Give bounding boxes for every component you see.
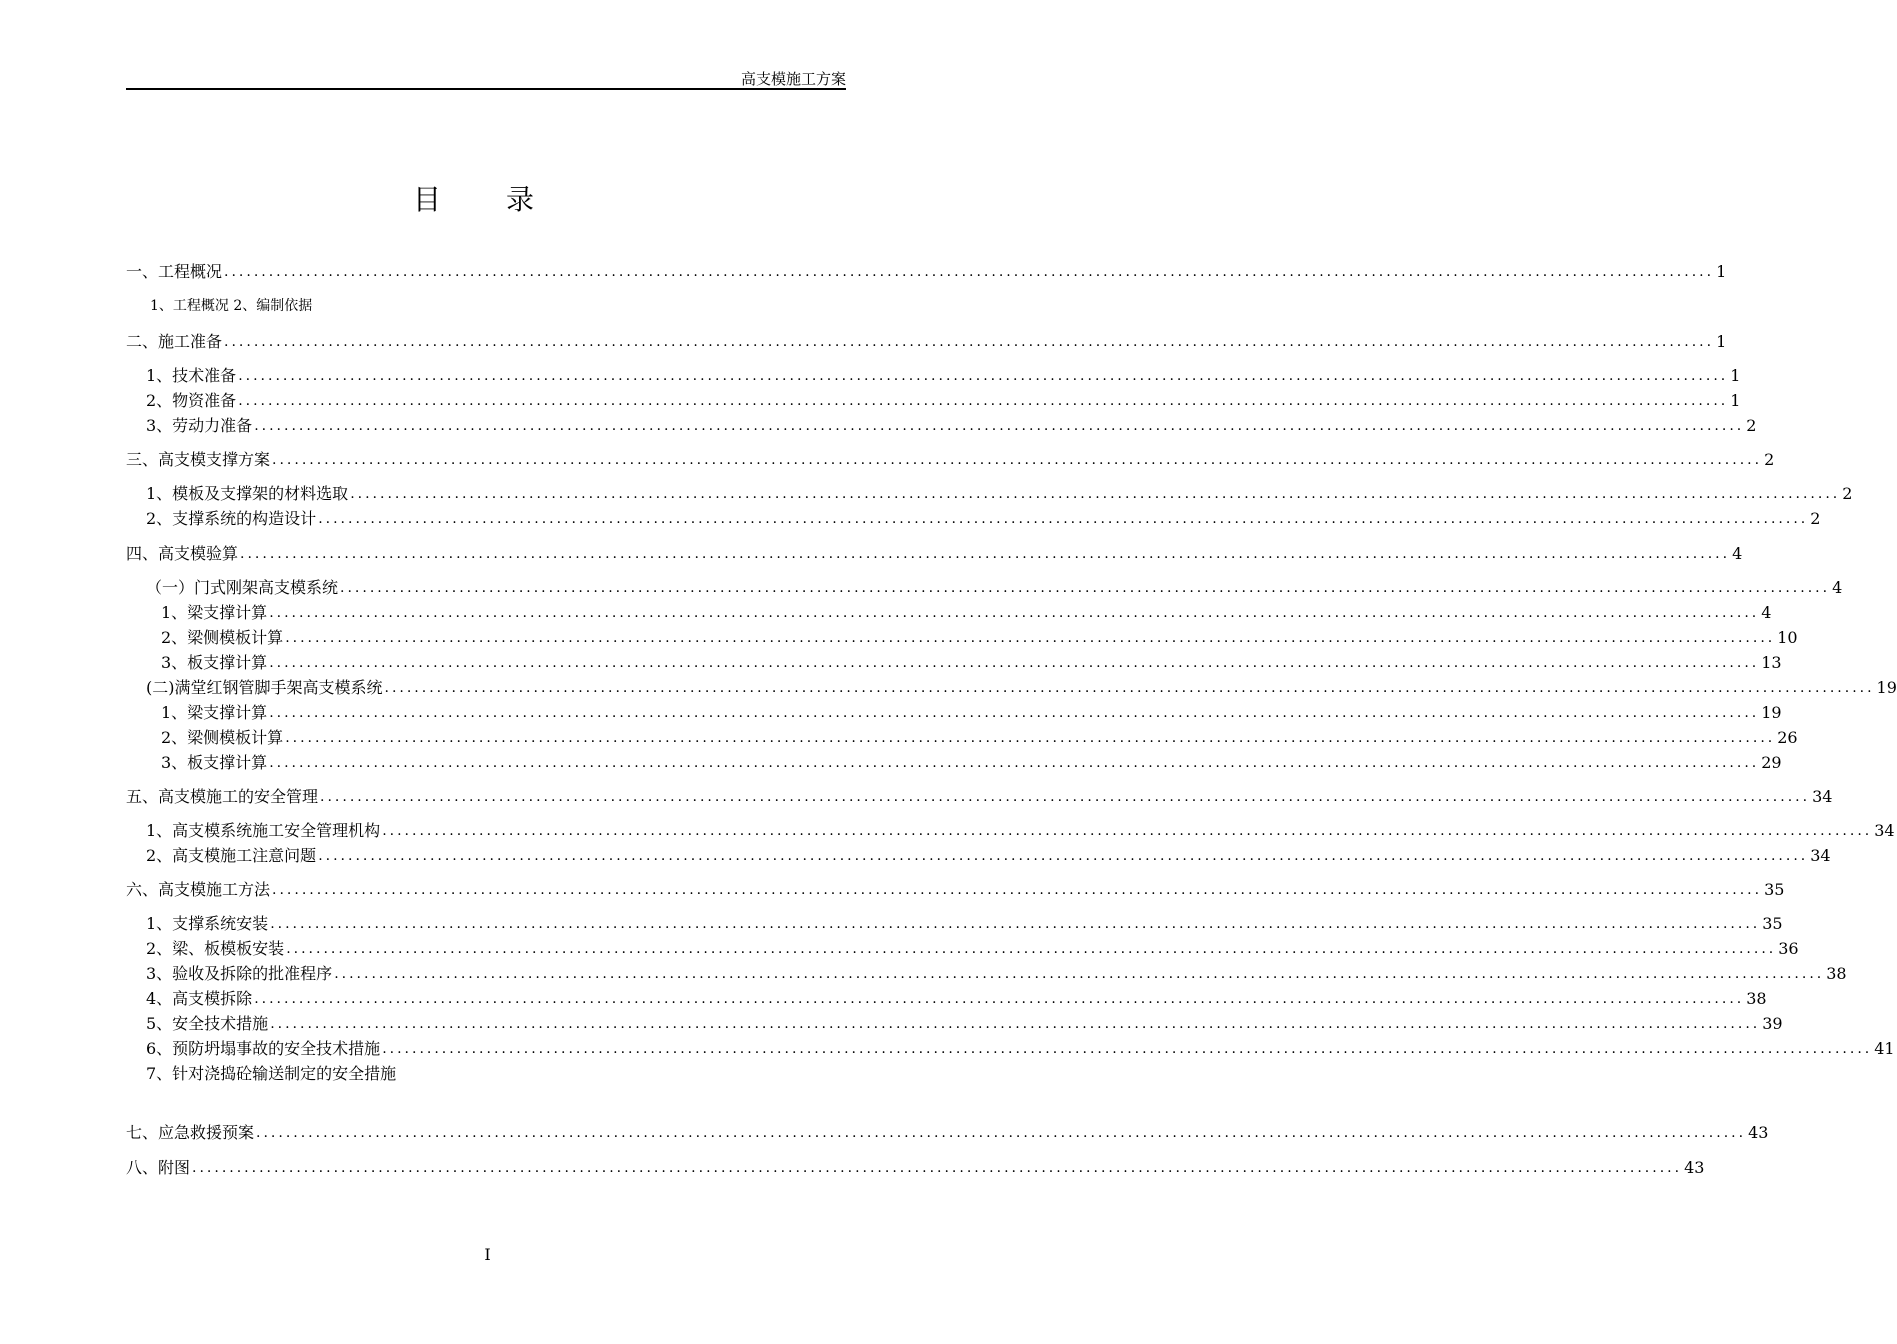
toc-page: 19	[1761, 703, 1782, 722]
toc-entry-7[interactable]	[146, 483, 1853, 505]
toc-page: 36	[1778, 939, 1799, 958]
toc-label: 2、梁侧模板计算	[161, 628, 284, 647]
toc-leader: ........................................................................................................................................................................................................	[318, 511, 1809, 527]
toc-leader: ........................................................................................................................................................................................................	[272, 882, 1763, 898]
page-title: 目 录	[413, 183, 562, 216]
toc-leader: ........................................................................................................................................................................................................	[238, 393, 1729, 409]
toc-label: 八、附图	[126, 1158, 191, 1177]
toc-page: 2	[1746, 416, 1757, 435]
toc-entry-23[interactable]	[146, 938, 1799, 960]
toc-leader: ........................................................................................................................................................................................................	[192, 1160, 1683, 1176]
toc-entry-8[interactable]	[146, 508, 1821, 530]
toc-leader: ........................................................................................................................................................................................................	[238, 368, 1729, 384]
toc-entry-10[interactable]	[146, 577, 1843, 599]
toc-page: 34	[1874, 821, 1895, 840]
toc-page: 38	[1746, 989, 1767, 1008]
toc-entry-16[interactable]	[161, 727, 1798, 749]
toc-entry-9[interactable]	[126, 543, 1743, 565]
toc-label: 2、物资准备	[146, 391, 237, 410]
toc-leader: ........................................................................................................................................................................................................	[382, 1041, 1873, 1057]
toc-entry-11[interactable]	[161, 602, 1772, 624]
toc-label: 2、梁侧模板计算	[161, 728, 284, 747]
header-rule	[126, 88, 846, 90]
toc-entry-5[interactable]	[146, 415, 1757, 437]
toc-label: 三、高支模支撑方案	[126, 450, 271, 469]
toc-label: 3、板支撑计算	[161, 753, 268, 772]
toc-label: 2、支撑系统的构造设计	[146, 509, 317, 528]
toc-entry-17[interactable]	[161, 752, 1782, 774]
toc-page: 41	[1874, 1039, 1895, 1058]
toc-page: 4	[1832, 578, 1843, 597]
toc-label: 4、高支模拆除	[146, 989, 253, 1008]
toc-leader: ........................................................................................................................................................................................................	[318, 848, 1809, 864]
toc-leader: ........................................................................................................................................................................................................	[285, 730, 1776, 746]
toc-entry-20[interactable]	[146, 845, 1831, 867]
toc-leader: ........................................................................................................................................................................................................	[224, 264, 1715, 280]
toc-page: 39	[1762, 1014, 1783, 1033]
toc-leader: ........................................................................................................................................................................................................	[384, 680, 1875, 696]
toc-leader: ........................................................................................................................................................................................................	[269, 755, 1760, 771]
toc-label: 3、验收及拆除的批准程序	[146, 964, 333, 983]
toc-entry-21[interactable]	[126, 879, 1785, 901]
toc-page: 2	[1842, 484, 1853, 503]
toc-page: 38	[1826, 964, 1847, 983]
footer-page-number: I	[484, 1245, 491, 1264]
toc-label: 1、梁支撑计算	[161, 703, 268, 722]
toc-leader: ........................................................................................................................................................................................................	[272, 452, 1763, 468]
toc-entry-4[interactable]	[146, 390, 1741, 412]
toc-label: 四、高支模验算	[126, 544, 239, 563]
toc-page: 43	[1684, 1158, 1705, 1177]
toc-leader: ........................................................................................................................................................................................................	[240, 546, 1731, 562]
toc-page: 35	[1762, 914, 1783, 933]
toc-page: 4	[1732, 544, 1743, 563]
toc-page: 34	[1812, 787, 1833, 806]
toc-entry-29[interactable]	[126, 1122, 1769, 1144]
toc-entry-28[interactable]: 7、针对浇捣砼输送制定的安全措施	[146, 1064, 397, 1083]
toc-entry-18[interactable]	[126, 786, 1833, 808]
toc-page: 1	[1716, 332, 1727, 351]
toc-leader: ........................................................................................................................................................................................................	[340, 580, 1831, 596]
toc-label: 二、施工准备	[126, 332, 223, 351]
toc-label: 六、高支模施工方法	[126, 880, 271, 899]
toc-label: 一、工程概况	[126, 262, 223, 281]
toc-entry-30[interactable]	[126, 1157, 1705, 1179]
toc-label: 七、应急救援预案	[126, 1123, 255, 1142]
toc-entry-13[interactable]	[161, 652, 1782, 674]
toc-leader: ........................................................................................................................................................................................................	[269, 655, 1760, 671]
toc-label: 5、安全技术措施	[146, 1014, 269, 1033]
toc-entry-19[interactable]	[146, 820, 1895, 842]
toc-page: 2	[1764, 450, 1775, 469]
toc-label: 2、梁、板模板安装	[146, 939, 285, 958]
toc-leader: ........................................................................................................................................................................................................	[269, 705, 1760, 721]
toc-entry-26[interactable]	[146, 1013, 1783, 1035]
toc-entry-1[interactable]	[126, 261, 1727, 283]
toc-leader: ........................................................................................................................................................................................................	[285, 630, 1776, 646]
toc-page: 13	[1761, 653, 1782, 672]
toc-leader: ........................................................................................................................................................................................................	[334, 966, 1825, 982]
toc-page: 1	[1730, 366, 1741, 385]
header-title: 高支模施工方案	[740, 70, 846, 88]
toc-label: (二)满堂红钢管脚手架高支模系统	[146, 678, 383, 697]
toc-page: 34	[1810, 846, 1831, 865]
toc-entry-22[interactable]	[146, 913, 1783, 935]
toc-page: 1	[1730, 391, 1741, 410]
toc-label: （一）门式刚架高支模系统	[146, 578, 339, 597]
toc-label: 3、劳动力准备	[146, 416, 253, 435]
toc-label: 6、预防坍塌事故的安全技术措施	[146, 1039, 381, 1058]
toc-leader: ........................................................................................................................................................................................................	[286, 941, 1777, 957]
toc-entry-25[interactable]	[146, 988, 1767, 1010]
toc-label: 1、支撑系统安装	[146, 914, 269, 933]
toc-leader: ........................................................................................................................................................................................................	[224, 334, 1715, 350]
toc-page: 4	[1761, 603, 1772, 622]
toc-label: 2、高支模施工注意问题	[146, 846, 317, 865]
toc-label: 1、梁支撑计算	[161, 603, 268, 622]
toc-entry-2[interactable]	[126, 331, 1727, 353]
toc-sub-note: 1、工程概况 2、编制依据	[150, 298, 313, 314]
toc-leader: ........................................................................................................................................................................................................	[270, 1016, 1761, 1032]
toc-leader: ........................................................................................................................................................................................................	[350, 486, 1841, 502]
toc-label: 3、板支撑计算	[161, 653, 268, 672]
toc-page: 43	[1748, 1123, 1769, 1142]
toc-leader: ........................................................................................................................................................................................................	[256, 1125, 1747, 1141]
toc-leader: ........................................................................................................................................................................................................	[254, 991, 1745, 1007]
toc-label: 1、高支模系统施工安全管理机构	[146, 821, 381, 840]
toc-page: 29	[1761, 753, 1782, 772]
toc-entry-12[interactable]	[161, 627, 1798, 649]
toc-entry-6[interactable]	[126, 449, 1775, 471]
toc-entry-24[interactable]	[146, 963, 1847, 985]
toc-label: 五、高支模施工的安全管理	[126, 787, 319, 806]
toc-page: 1	[1716, 262, 1727, 281]
toc-label: 1、技术准备	[146, 366, 237, 385]
toc-leader: ........................................................................................................................................................................................................	[269, 605, 1760, 621]
toc-entry-14[interactable]	[146, 677, 1897, 699]
toc-page: 10	[1777, 628, 1798, 647]
toc-leader: ........................................................................................................................................................................................................	[254, 418, 1745, 434]
toc-leader: ........................................................................................................................................................................................................	[382, 823, 1873, 839]
toc-leader: ........................................................................................................................................................................................................	[270, 916, 1761, 932]
toc-page: 26	[1777, 728, 1798, 747]
toc-page: 19	[1876, 678, 1897, 697]
toc-page: 35	[1764, 880, 1785, 899]
toc-entry-15[interactable]	[161, 702, 1782, 724]
toc-leader: ........................................................................................................................................................................................................	[320, 789, 1811, 805]
toc-entry-27[interactable]	[146, 1038, 1895, 1060]
toc-label: 1、模板及支撑架的材料选取	[146, 484, 349, 503]
toc-page: 2	[1810, 509, 1821, 528]
toc-entry-3[interactable]	[146, 365, 1741, 387]
